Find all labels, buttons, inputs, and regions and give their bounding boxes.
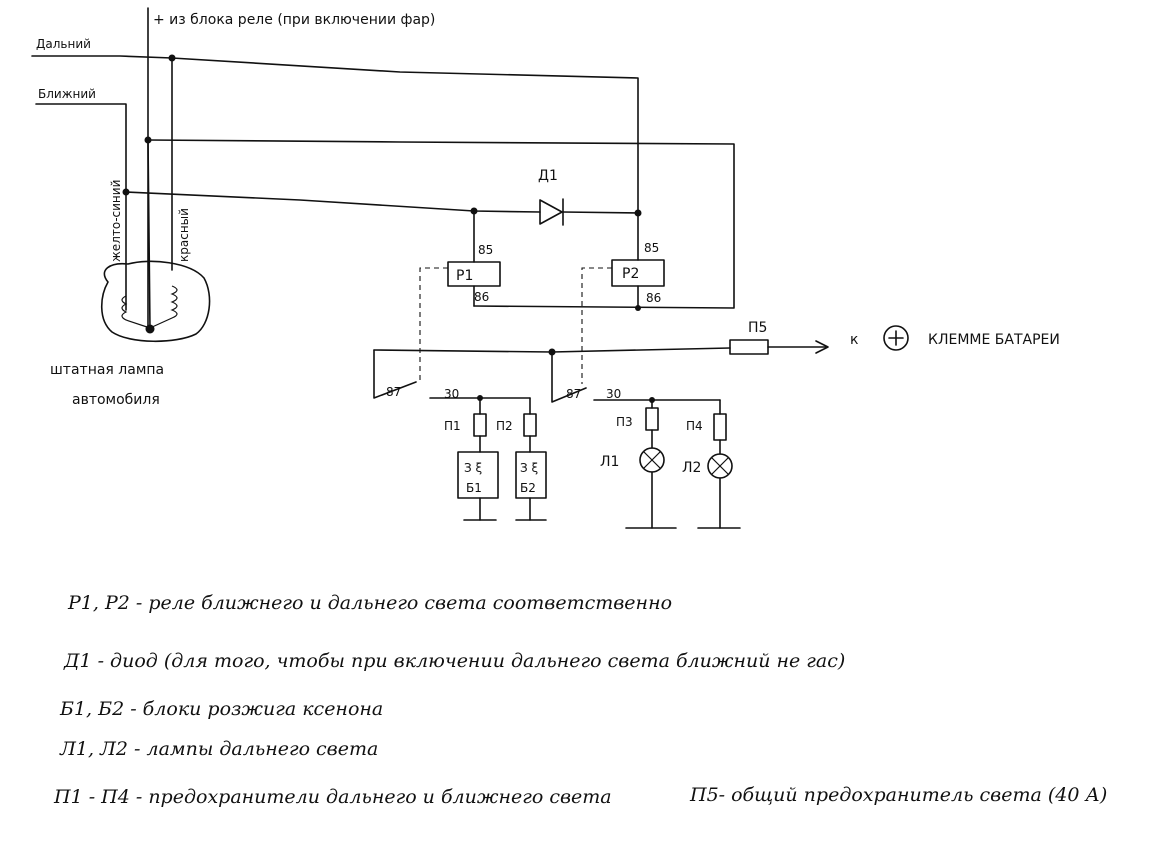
legend-line-3: [60, 698, 1160, 720]
legend-text: Р1, Р2 - реле ближнего и дальнего света соответственно: [68, 592, 673, 614]
relay1-label: Р1: [456, 268, 474, 284]
relay2-pin30: 30: [606, 387, 622, 401]
stock-lamp-outline: [102, 261, 210, 341]
legend-text: П5- общий предохранитель света (40 А): [690, 784, 1108, 806]
supply-bus: [148, 140, 734, 308]
fuse2-label: П2: [496, 419, 513, 433]
legend-line-4: [60, 738, 1160, 760]
relay1-pin86: 86: [474, 290, 490, 304]
relay2-link: [582, 268, 612, 384]
legend-line-1: [68, 592, 1168, 614]
fuse1-symbol: [474, 414, 486, 436]
lamp1-label: Л1: [600, 454, 620, 470]
junction-dot: [635, 305, 641, 311]
legend-text: П1 - П4 - предохранители дальнего и ближнего света: [54, 786, 612, 808]
fuse5-label: П5: [748, 320, 768, 336]
lamp-filament-right: [150, 286, 177, 328]
fuse5-symbol: [730, 340, 768, 354]
diode-wire-out: [563, 212, 638, 213]
stock-lamp-label: штатная лампа: [50, 362, 165, 378]
diode-symbol: [540, 200, 562, 224]
relay2-pin85: 85: [644, 241, 660, 255]
red-wire-label: красный: [177, 208, 191, 262]
fuse3-label: П3: [616, 415, 633, 429]
ballast1-mark: З ξ: [464, 461, 483, 475]
low-beam-label: Ближний: [38, 87, 96, 101]
low-beam-wire: [36, 104, 126, 192]
fuse2-symbol: [524, 414, 536, 436]
junction-dot: [146, 325, 155, 334]
battery-terminal-label: КЛЕММЕ БАТАРЕИ: [928, 332, 1060, 348]
ballast2-label: Б2: [520, 481, 536, 495]
fuse1-label: П1: [444, 419, 461, 433]
ballast1-label: Б1: [466, 481, 482, 495]
legend-text: Л1, Л2 - лампы дальнего света: [60, 738, 379, 760]
fuse4-symbol: [714, 414, 726, 440]
fuse4-label: П4: [686, 419, 703, 433]
fuse3-symbol: [646, 408, 658, 430]
relay1-pin87: 87: [386, 385, 402, 399]
relay2-pin86: 86: [646, 291, 662, 305]
supply-label: + из блока реле (при включении фар): [153, 12, 436, 28]
relay2-label: Р2: [622, 266, 640, 282]
relay2-pin87: 87: [566, 387, 582, 401]
legend-line-5: [54, 786, 694, 808]
relay1-pin30: 30: [444, 387, 460, 401]
ballast2-mark: З ξ: [520, 461, 539, 475]
legend-text: Д1 - диод (для того, чтобы при включении дальнего света ближний не гас): [64, 650, 846, 672]
stock-lamp-label-2: автомобиля: [72, 392, 160, 408]
relay1-link: [420, 268, 448, 382]
legend-line-6: [690, 784, 1150, 806]
legend-line-2: [64, 650, 1164, 672]
relay1-pin85: 85: [478, 243, 494, 257]
diode-label: Д1: [538, 168, 558, 184]
lamp2-label: Л2: [682, 460, 702, 476]
high-beam-label: Дальний: [36, 37, 91, 51]
yellow-blue-wire-label: желто-синий: [109, 179, 123, 262]
battery-k-label: к: [850, 332, 859, 348]
legend-text: Б1, Б2 - блоки розжига ксенона: [60, 698, 384, 720]
